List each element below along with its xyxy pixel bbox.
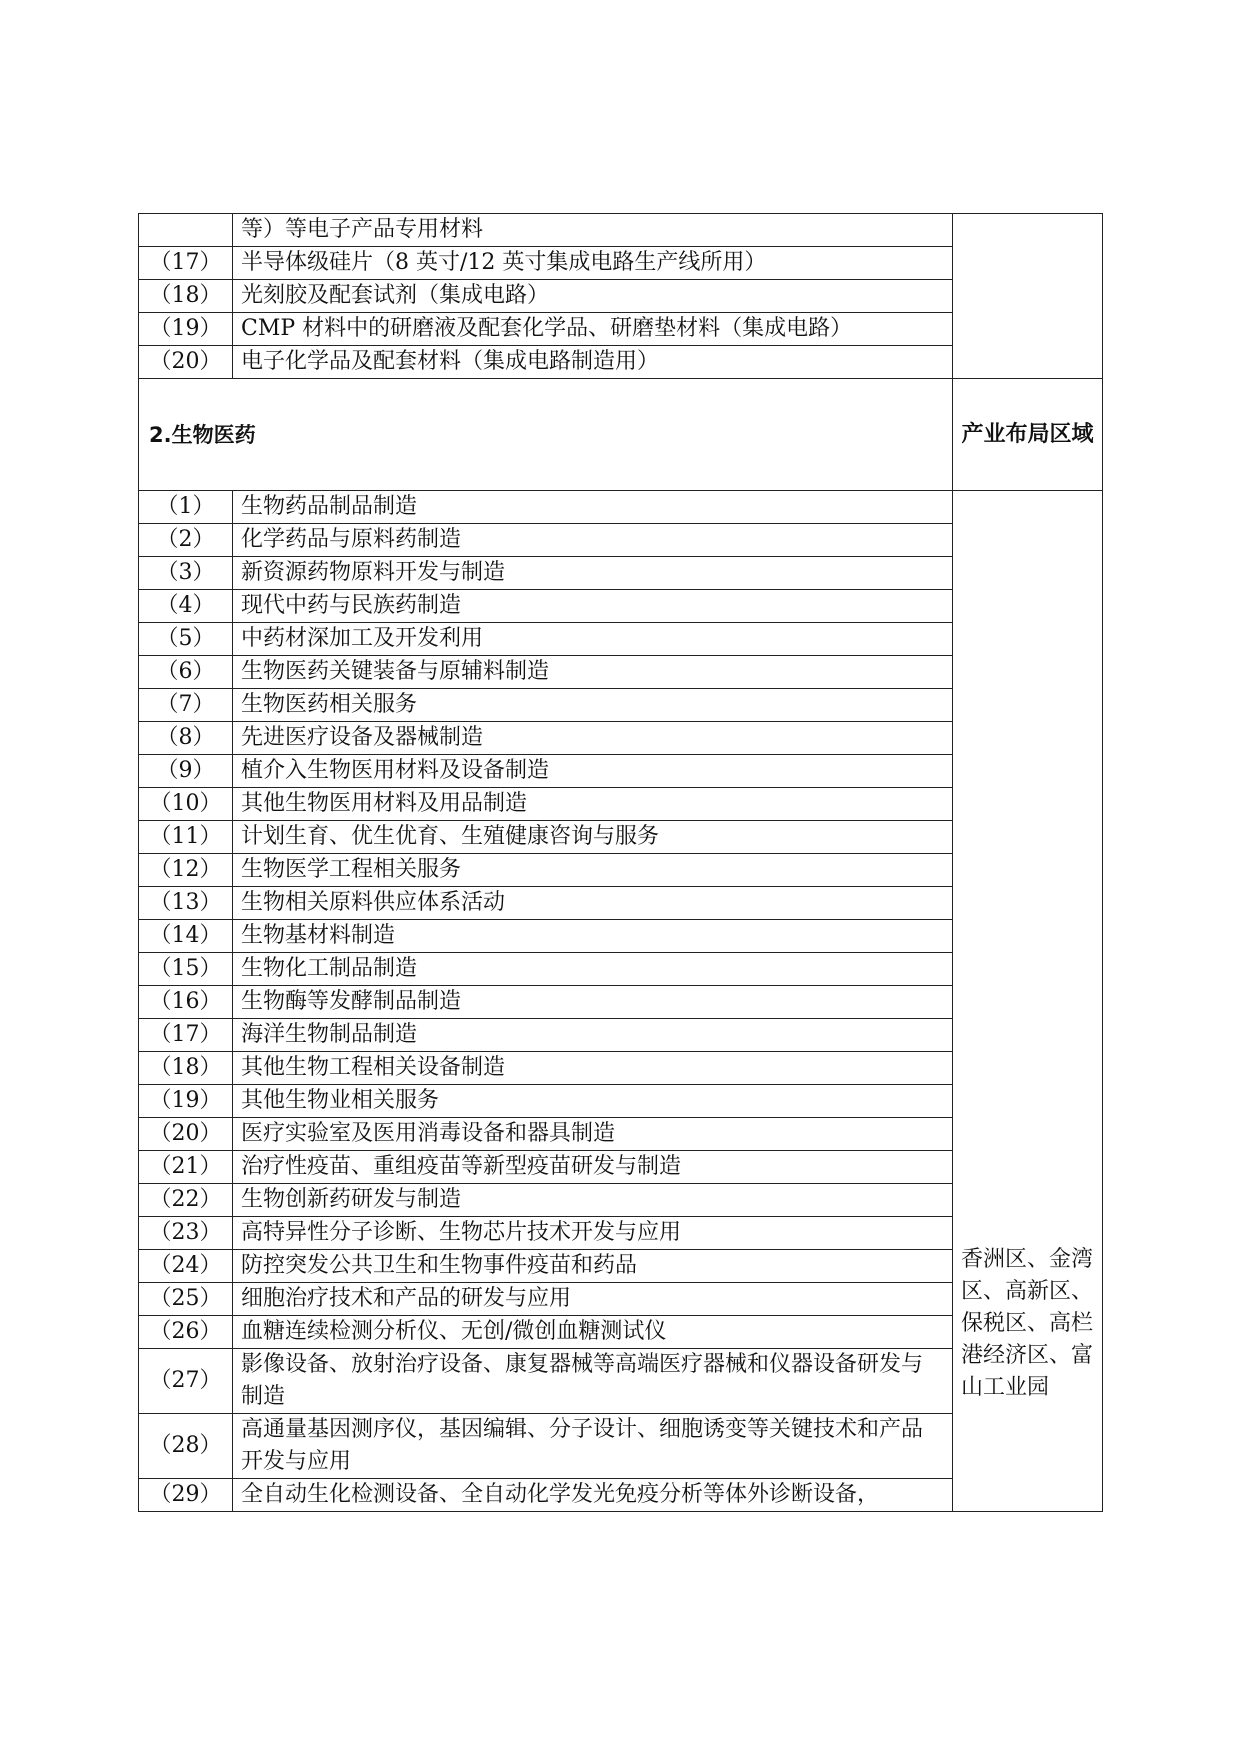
row-number: （10）: [139, 788, 233, 821]
item-text: 医疗实验室及医用消毒设备和器具制造: [233, 1118, 953, 1151]
row-number: （6）: [139, 656, 233, 689]
item-text: CMP 材料中的研磨液及配套化学品、研磨垫材料（集成电路）: [233, 313, 953, 346]
row-number: （18）: [139, 1052, 233, 1085]
item-text: 影像设备、放射治疗设备、康复器械等高端医疗器械和仪器设备研发与制造: [233, 1349, 953, 1414]
row-number: （14）: [139, 920, 233, 953]
item-text: 生物药品制品制造: [233, 491, 953, 524]
item-text: 现代中药与民族药制造: [233, 590, 953, 623]
item-text: 生物创新药研发与制造: [233, 1184, 953, 1217]
row-number: [139, 214, 233, 247]
row-number: （12）: [139, 854, 233, 887]
item-text: 全自动生化检测设备、全自动化学发光免疫分析等体外诊断设备，: [233, 1479, 953, 1512]
industry-table: [138, 213, 1103, 1512]
item-text: 植介入生物医用材料及设备制造: [233, 755, 953, 788]
table-row: [139, 491, 1103, 524]
section-header-row: [139, 379, 1103, 491]
row-number: （4）: [139, 590, 233, 623]
item-text: 血糖连续检测分析仪、无创/微创血糖测试仪: [233, 1316, 953, 1349]
row-number: （22）: [139, 1184, 233, 1217]
row-number: （26）: [139, 1316, 233, 1349]
item-text: 化学药品与原料药制造: [233, 524, 953, 557]
item-text: 高特异性分子诊断、生物芯片技术开发与应用: [233, 1217, 953, 1250]
row-number: （3）: [139, 557, 233, 590]
item-text: 治疗性疫苗、重组疫苗等新型疫苗研发与制造: [233, 1151, 953, 1184]
row-number: （15）: [139, 953, 233, 986]
item-text: 新资源药物原料开发与制造: [233, 557, 953, 590]
item-text: 先进医疗设备及器械制造: [233, 722, 953, 755]
row-number: （8）: [139, 722, 233, 755]
row-number: （18）: [139, 280, 233, 313]
item-text: 半导体级硅片（8 英寸/12 英寸集成电路生产线所用）: [233, 247, 953, 280]
row-number: （5）: [139, 623, 233, 656]
region-text: 香洲区、金湾区、高新区、保税区、高栏港经济区、富山工业园: [961, 1246, 1094, 1400]
item-text: 计划生育、优生优育、生殖健康咨询与服务: [233, 821, 953, 854]
row-number: （1）: [139, 491, 233, 524]
item-text: 电子化学品及配套材料（集成电路制造用）: [233, 346, 953, 379]
row-number: （17）: [139, 247, 233, 280]
row-number: （7）: [139, 689, 233, 722]
item-text: 中药材深加工及开发利用: [233, 623, 953, 656]
row-number: （19）: [139, 313, 233, 346]
item-text: 防控突发公共卫生和生物事件疫苗和药品: [233, 1250, 953, 1283]
row-number: （27）: [139, 1349, 233, 1414]
row-number: （25）: [139, 1283, 233, 1316]
item-text: 生物基材料制造: [233, 920, 953, 953]
item-text: 生物医学工程相关服务: [233, 854, 953, 887]
item-text: 生物酶等发酵制品制造: [233, 986, 953, 1019]
item-text: 光刻胶及配套试剂（集成电路）: [233, 280, 953, 313]
region-cell-empty: [953, 214, 1103, 379]
item-text: 高通量基因测序仪，基因编辑、分子设计、细胞诱变等关键技术和产品开发与应用: [233, 1414, 953, 1479]
item-text: 等）等电子产品专用材料: [233, 214, 953, 247]
item-text: 生物相关原料供应体系活动: [233, 887, 953, 920]
item-text: 其他生物医用材料及用品制造: [233, 788, 953, 821]
row-number: （20）: [139, 346, 233, 379]
row-number: （2）: [139, 524, 233, 557]
row-number: （24）: [139, 1250, 233, 1283]
row-number: （20）: [139, 1118, 233, 1151]
row-number: （29）: [139, 1479, 233, 1512]
row-number: （23）: [139, 1217, 233, 1250]
row-number: （16）: [139, 986, 233, 1019]
row-number: （19）: [139, 1085, 233, 1118]
table-row: [139, 214, 1103, 247]
item-text: 生物医药相关服务: [233, 689, 953, 722]
item-text: 生物医药关键装备与原辅料制造: [233, 656, 953, 689]
row-number: （28）: [139, 1414, 233, 1479]
region-cell: [953, 491, 1103, 1512]
row-number: （9）: [139, 755, 233, 788]
item-text: 生物化工制品制造: [233, 953, 953, 986]
row-number: （11）: [139, 821, 233, 854]
item-text: 其他生物工程相关设备制造: [233, 1052, 953, 1085]
row-number: （17）: [139, 1019, 233, 1052]
section-title: 2.生物医药: [139, 379, 953, 491]
region-header: 产业布局区域: [953, 379, 1103, 491]
item-text: 海洋生物制品制造: [233, 1019, 953, 1052]
item-text: 细胞治疗技术和产品的研发与应用: [233, 1283, 953, 1316]
item-text: 其他生物业相关服务: [233, 1085, 953, 1118]
row-number: （13）: [139, 887, 233, 920]
row-number: （21）: [139, 1151, 233, 1184]
